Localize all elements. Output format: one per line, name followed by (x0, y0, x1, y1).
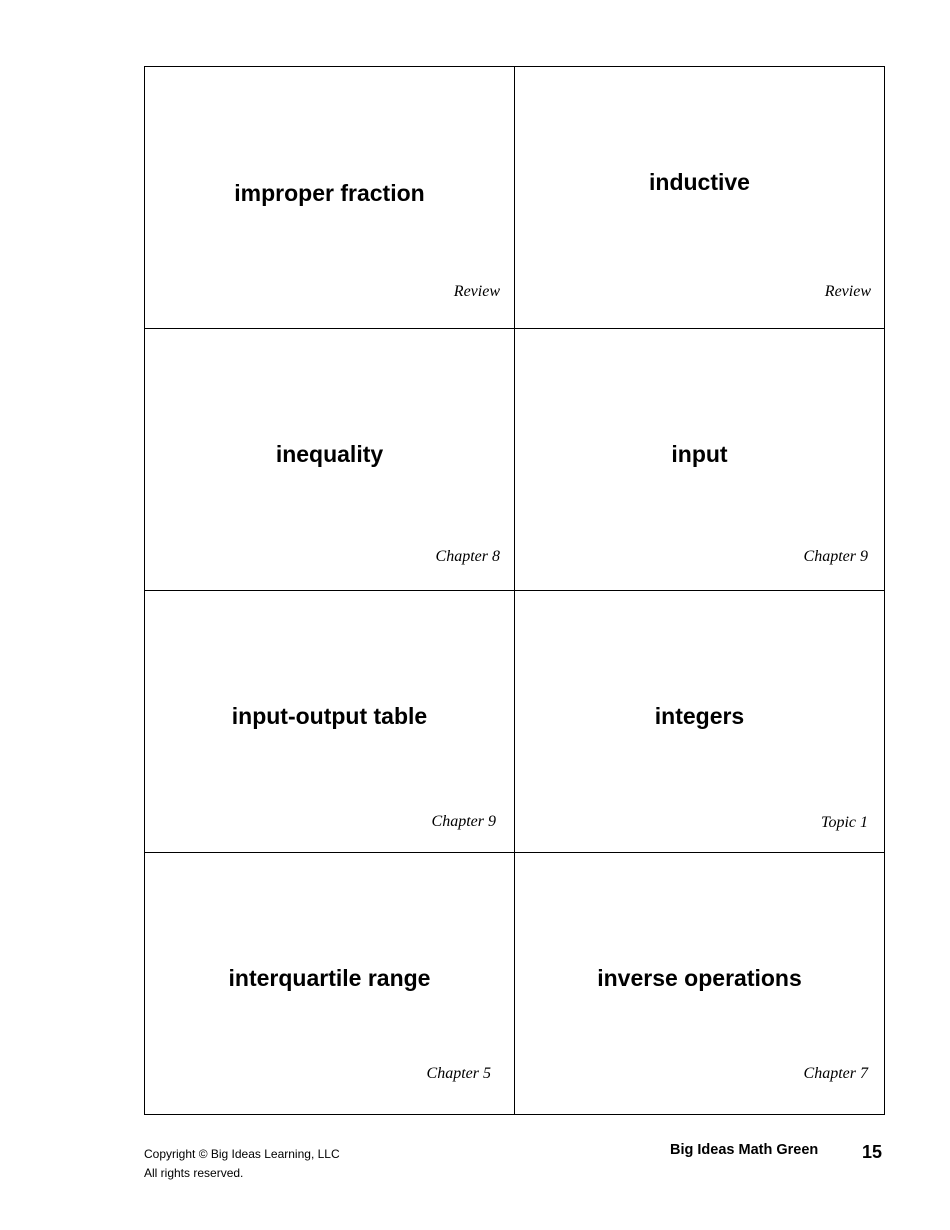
flashcard (515, 591, 884, 853)
flashcard (515, 853, 884, 1115)
flashcard (145, 591, 515, 853)
card-source: Review (824, 283, 871, 300)
card-source: Chapter 9 (431, 813, 496, 830)
flashcard (515, 67, 884, 329)
card-term: input-output table (231, 703, 428, 729)
card-term: inductive (649, 169, 750, 195)
card-source: Chapter 8 (435, 548, 500, 565)
page-number: 15 (862, 1142, 883, 1162)
card-term: interquartile range (228, 965, 431, 991)
flashcard (145, 67, 515, 329)
copyright-text: Copyright © Big Ideas Learning, LLC (144, 1147, 340, 1161)
card-source: Topic 1 (821, 814, 868, 831)
card-term: improper fraction (234, 180, 425, 206)
card-source: Chapter 9 (803, 548, 868, 565)
flashcard-grid (144, 66, 885, 1115)
card-term: inverse operations (597, 965, 802, 991)
card-source: Chapter 5 (426, 1065, 491, 1082)
card-source: Review (453, 283, 500, 300)
rights-text: All rights reserved. (144, 1166, 244, 1180)
card-term: integers (654, 703, 745, 729)
flashcard (515, 329, 884, 591)
card-source: Chapter 7 (803, 1065, 868, 1082)
flashcard (145, 329, 515, 591)
card-term: inequality (275, 441, 384, 467)
flashcard (145, 853, 515, 1115)
series-title: Big Ideas Math Green (670, 1142, 819, 1158)
copyright-notice (144, 1145, 340, 1183)
card-term: input (671, 441, 728, 467)
